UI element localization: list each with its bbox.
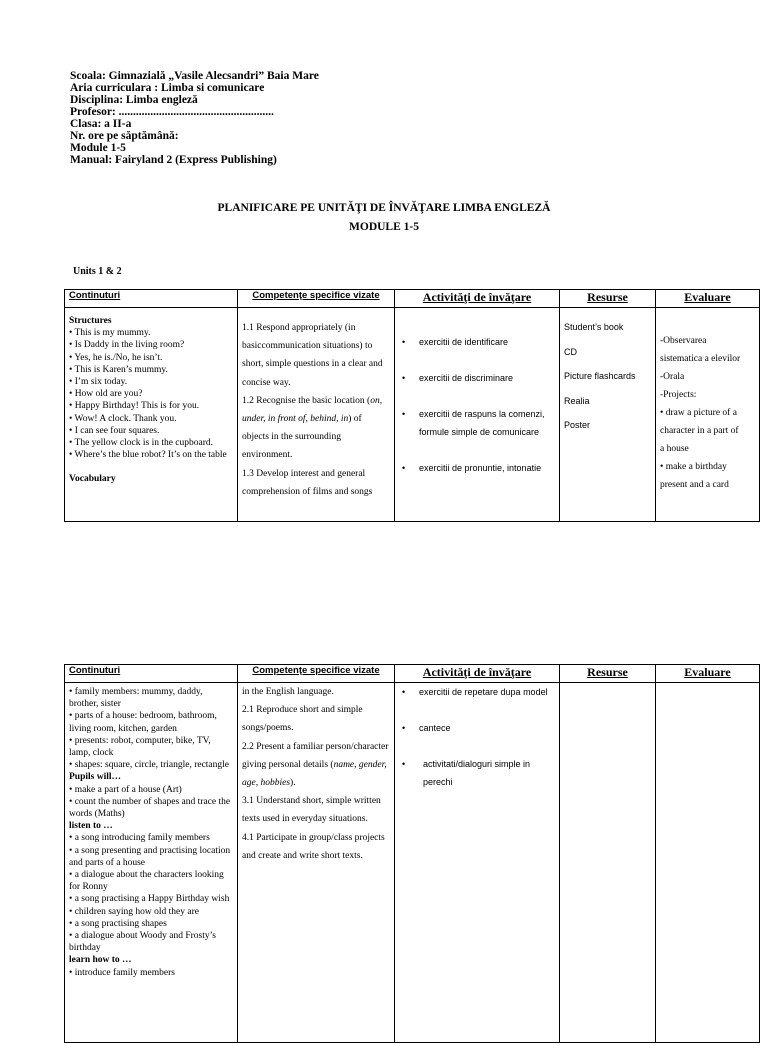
list-item: • activitati/dialoguri simple in perechi [399, 755, 555, 791]
content-line: • Is Daddy in the living room? [69, 340, 185, 351]
content-line: • Yes, he is./No, he isn’t. [69, 352, 163, 363]
content-line: • a song practising shapes [69, 918, 167, 929]
competence-text: 2.2 Present a familiar person/character giving personal details ( [242, 741, 389, 770]
prepositions-text: on, under, in front of, behind, in [242, 395, 383, 425]
content-list [69, 686, 233, 979]
resources-cell [560, 683, 656, 1043]
document-title: PLANIFICARE PE UNITĂŢI DE ÎNVĂŢARE LIMBA ENGLEZĂ [217, 202, 551, 214]
evaluation-line: -Projects: [660, 390, 697, 400]
class-line: Clasa: a II-a [70, 118, 132, 130]
table-header-row [65, 290, 760, 308]
table-header-row [65, 665, 760, 683]
competence-text: ). [290, 778, 296, 789]
competence-1-1: 1.1 Respond appropriately (in basiccommunication situations) to short, simple questions in a clear and concise way. [242, 323, 383, 388]
document-subtitle: MODULE 1-5 [349, 221, 419, 233]
competence-continued: in the English language. [242, 687, 334, 697]
content-line: • count the number of shapes and trace the words (Maths) [69, 796, 231, 820]
list-item: • exercitii de identificare [399, 333, 555, 351]
col-header-content: Continuturi [65, 290, 238, 308]
content-line: • children saying how old they are [69, 906, 199, 917]
content-line: • family members: mummy, daddy, brother, sister [69, 687, 203, 710]
activities-cell [395, 308, 560, 522]
col-header-evaluation: Evaluare [656, 665, 760, 683]
table-row [65, 683, 760, 1043]
col-header-resources: Resurse [560, 665, 656, 683]
competence-text: ) of objects in the surrounding environment. [242, 414, 362, 461]
discipline-line: Disciplina: Limba engleză [70, 94, 198, 106]
list-item: • exercitii de pronuntie, intonatie [399, 459, 555, 477]
content-line: • a dialogue about Woody and Frosty’s birthday [69, 931, 216, 954]
content-line: • I’m six today. [69, 377, 128, 388]
section-heading: Pupils will… [69, 772, 121, 783]
content-cell [65, 308, 238, 522]
col-header-competences: Competenţe specifice vizate [238, 665, 395, 683]
col-header-resources: Resurse [560, 290, 656, 308]
competence-1-2 [242, 392, 390, 465]
competences-cell [238, 308, 395, 522]
evaluation-cell [656, 683, 760, 1043]
competences-cell [238, 683, 395, 1043]
section-heading: learn how to … [69, 955, 132, 966]
evaluation-line: -Orala [660, 372, 685, 382]
content-line: • Happy Birthday! This is for you. [69, 401, 200, 412]
competence-2-2 [242, 738, 390, 793]
col-header-activities: Activităţi de învăţare [395, 290, 560, 308]
col-header-activities: Activităţi de învăţare [395, 665, 560, 683]
personal-details-text: name, gender, age, hobbies [242, 759, 387, 789]
units-label: Units 1 & 2 [73, 266, 122, 277]
content-line: • This is my mummy. [69, 328, 151, 339]
section-heading: Vocabulary [69, 474, 116, 485]
section-heading: listen to … [69, 821, 113, 832]
resource-item: Picture flashcards [564, 371, 636, 381]
content-cell [65, 683, 238, 1043]
competence-4-1: 4.1 Participate in group/class projects and create and write short texts. [242, 832, 385, 861]
content-line: • Where’s the blue robot? It’s on the table [69, 450, 227, 461]
teacher-line: Profesor: ...................................................... [70, 106, 274, 118]
content-line: • shapes: square, circle, triangle, rectangle [69, 760, 230, 771]
textbook-line: Manual: Fairyland 2 (Express Publishing) [70, 154, 277, 166]
evaluation-line: • draw a picture of a [660, 408, 737, 418]
content-line: • a song practising a Happy Birthday wish [69, 894, 230, 905]
list-item: • exercitii de raspuns la comenzi, formule simple de comunicare [399, 405, 555, 441]
resource-item: Student’s book [564, 322, 624, 332]
school-line: Scoala: Gimnazială „Vasile Alecsandri” Baia Mare [70, 70, 319, 82]
resource-item: Poster [564, 420, 591, 430]
evaluation-line: -Observarea [660, 336, 707, 346]
content-line [69, 461, 233, 473]
evaluation-cell [656, 308, 760, 522]
competence-2-1: 2.1 Reproduce short and simple songs/poems. [242, 705, 363, 734]
evaluation-line: • make a birthday [660, 462, 727, 472]
competence-text: 1.2 Recognise the basic location ( [242, 395, 371, 406]
content-list [69, 315, 233, 486]
activities-list [399, 333, 555, 477]
content-line: • parts of a house: bedroom, bathroom, living room, kitchen, garden [69, 711, 217, 734]
col-header-content: Continuturi [65, 665, 238, 683]
evaluation-line: present and a card [660, 480, 729, 490]
competence-1-3: 1.3 Develop interest and general comprehension of films and songs [242, 468, 373, 497]
content-line: • make a part of a house (Art) [69, 784, 182, 795]
col-header-competences: Competenţe specifice vizate [238, 290, 395, 308]
curricular-area-line: Aria curriculara : Limba si comunicare [70, 82, 265, 94]
planning-table-1 [64, 289, 760, 522]
planning-table-2 [64, 664, 760, 1043]
activities-list [399, 683, 555, 791]
content-line: • presents: robot, computer, bike, TV, lamp, clock [69, 735, 211, 759]
resource-item: CD [564, 346, 577, 357]
section-heading: Structures [69, 316, 112, 326]
content-line: • This is Karen’s mummy. [69, 364, 168, 375]
competence-3-1: 3.1 Understand short, simple written texts used in everyday situations. [242, 796, 381, 825]
evaluation-line: a house [660, 444, 689, 454]
list-item: • exercitii de discriminare [399, 369, 555, 387]
activities-cell [395, 683, 560, 1043]
content-line: • How old are you? [69, 389, 143, 400]
content-line: • a dialogue about the characters looking for Ronny [69, 870, 224, 893]
evaluation-line: character in a part of [660, 426, 739, 436]
module-line: Module 1-5 [70, 142, 126, 154]
content-line: • introduce family members [69, 967, 175, 978]
content-line: • The yellow clock is in the cupboard. [69, 438, 214, 449]
list-item: • exercitii de repetare dupa model [399, 683, 555, 701]
content-line: • a song introducing family members [69, 833, 210, 844]
resource-item: Realia [564, 395, 590, 406]
content-line: • I can see four squares. [69, 425, 160, 436]
evaluation-line: sistematica a elevilor [660, 354, 741, 364]
table-row [65, 308, 760, 522]
col-header-evaluation: Evaluare [656, 290, 760, 308]
content-line: • Wow! A clock. Thank you. [69, 413, 177, 424]
hours-line: Nr. ore pe săptămână: [70, 130, 179, 142]
content-line: • a song presenting and practising location and parts of a house [69, 845, 231, 868]
resources-cell [560, 308, 656, 522]
list-item: • cantece [399, 719, 555, 737]
document-header [70, 70, 319, 166]
